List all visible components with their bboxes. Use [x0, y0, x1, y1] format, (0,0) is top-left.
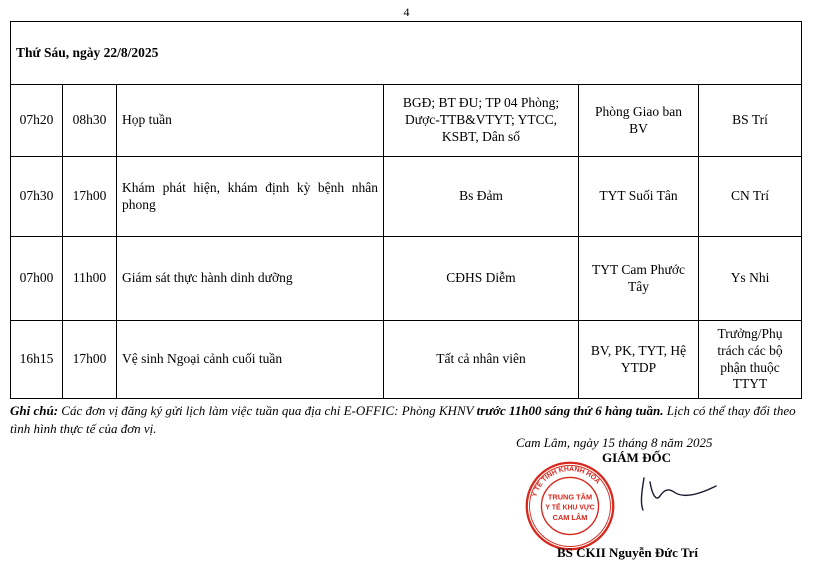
end-time: 17h00 — [63, 157, 117, 237]
page-number: 4 — [403, 5, 410, 19]
end-time: 08h30 — [63, 85, 117, 157]
note-deadline: trước 11h00 sáng thứ 6 hàng tuần. — [476, 403, 664, 418]
location: Phòng Giao ban BV — [579, 85, 699, 157]
official-seal — [524, 460, 616, 552]
end-time: 17h00 — [63, 321, 117, 399]
footnote — [10, 402, 801, 437]
seal-ring-text: Y TẾ TỈNH KHÁNH HÒA — [531, 465, 602, 498]
participants: BGĐ; BT ĐU; TP 04 Phòng; Dược-TTB&VTYT; YTCC, KSBT, Dân số — [384, 85, 579, 157]
lead: Ys Nhi — [699, 237, 802, 321]
handwritten-signature — [612, 468, 722, 528]
lead: Trưởng/Phụ trách các bộ phận thuộc TTYT — [699, 321, 802, 399]
seal-line-3: CAM LÂM — [552, 512, 588, 522]
activity: Vệ sinh Ngoại cảnh cuối tuần — [117, 321, 384, 399]
participants: Bs Đảm — [384, 157, 579, 237]
day-title: Thứ Sáu, ngày 22/8/2025 — [11, 22, 802, 85]
lead: BS Trí — [699, 85, 802, 157]
start-time: 07h30 — [11, 157, 63, 237]
table-row — [11, 237, 802, 321]
participants: Tất cả nhân viên — [384, 321, 579, 399]
signer-name: BS CKII Nguyễn Đức Trí — [557, 545, 698, 560]
location: BV, PK, TYT, Hệ YTDP — [579, 321, 699, 399]
day-header-row — [11, 22, 802, 85]
start-time: 07h20 — [11, 85, 63, 157]
schedule-table — [10, 21, 802, 399]
director-title: GIÁM ĐỐC — [602, 450, 671, 465]
place-date: Cam Lâm, ngày 15 tháng 8 năm 2025 — [516, 435, 713, 450]
activity: Khám phát hiện, khám định kỳ bệnh nhân phong — [117, 157, 384, 237]
note-label: Ghi chú: — [10, 403, 59, 418]
seal-line-2: Y TẾ KHU VỰC — [545, 504, 595, 512]
lead: CN Trí — [699, 157, 802, 237]
location: TYT Suối Tân — [579, 157, 699, 237]
table-row — [11, 85, 802, 157]
end-time: 11h00 — [63, 237, 117, 321]
table-row — [11, 321, 802, 399]
activity: Họp tuần — [117, 85, 384, 157]
note-text-after: Lịch có thể thay đổi theo tình hình thực tế của đơn vị. — [10, 403, 796, 436]
participants: CĐHS Diễm — [384, 237, 579, 321]
note-text: Các đơn vị đăng ký gửi lịch làm việc tuần qua địa chỉ E-OFFIC: Phòng KHNV — [58, 403, 477, 418]
activity: Giám sát thực hành dinh dưỡng — [117, 237, 384, 321]
seal-line-1: TRUNG TÂM — [547, 492, 593, 502]
table-row — [11, 157, 802, 237]
start-time: 07h00 — [11, 237, 63, 321]
start-time: 16h15 — [11, 321, 63, 399]
location: TYT Cam Phước Tây — [579, 237, 699, 321]
